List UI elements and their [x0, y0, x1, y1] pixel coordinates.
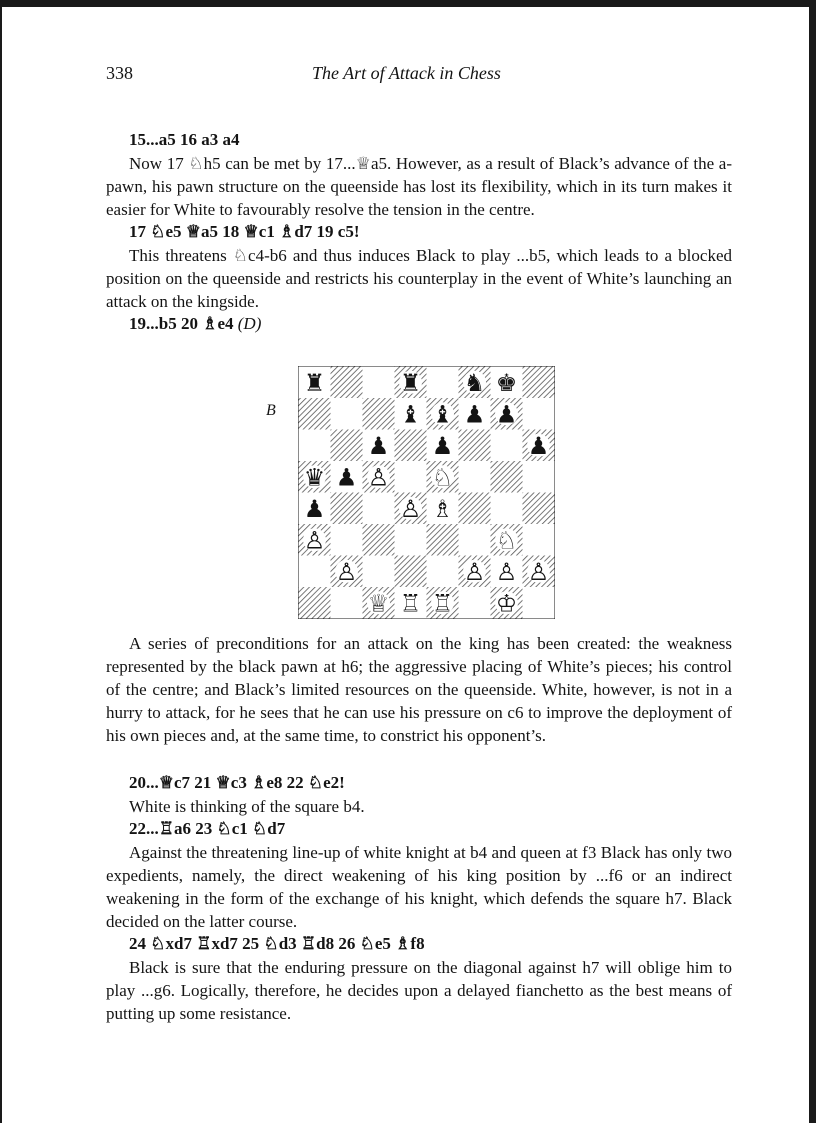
white-pawn-icon: ♙ [335, 557, 358, 586]
light-square [427, 556, 459, 588]
dark-square [363, 524, 395, 556]
dark-square [299, 587, 331, 619]
diagram-marker: (D) [237, 314, 262, 333]
paragraph-4: White is thinking of the square b4. [129, 797, 365, 816]
knight-figurine-icon: ♘ [263, 934, 279, 953]
black-pawn-icon: ♟ [367, 431, 390, 460]
light-square [491, 493, 523, 525]
light-square [459, 461, 491, 493]
light-square [331, 587, 363, 619]
paragraph-5: Against the threatening line-up of white knight at b4 and queen at f3 Black has only two expedients, namely, the direct weakening of his king position by ...f6 or an indirect weakening in the form of the exchange of his knight, which defends the square h7. Black decided on the latter course. [106, 843, 732, 931]
move-line-15: 15...a5 16 a3 a4 [129, 130, 240, 149]
queen-figurine-icon: ♕ [355, 154, 371, 173]
light-square [331, 524, 363, 556]
light-square [363, 556, 395, 588]
light-square [459, 524, 491, 556]
move-line-19: 19...b5 20 ♗e4 (D) [129, 314, 262, 333]
white-knight-icon: ♘ [431, 463, 454, 492]
running-title: The Art of Attack in Chess [312, 63, 501, 83]
white-bishop-icon: ♗ [431, 494, 454, 523]
paragraph-6: Black is sure that the enduring pressure on the diagonal against h7 will oblige him to play ...g6. Logically, therefore, he decides upon a delayed fianchetto as the best means of putting up some resistance. [106, 958, 732, 1023]
black-pawn-icon: ♟ [335, 463, 358, 492]
white-rook-icon: ♖ [399, 589, 422, 618]
black-pawn-icon: ♟ [463, 400, 486, 429]
black-rook-icon: ♜ [303, 368, 326, 397]
knight-figurine-icon: ♘ [188, 154, 204, 173]
move-line-17: 17 ♘e5 ♕a5 18 ♕c1 ♗d7 19 c5! [129, 222, 360, 241]
dark-square [491, 461, 523, 493]
light-square [299, 556, 331, 588]
knight-figurine-icon: ♘ [359, 934, 375, 953]
black-pawn-icon: ♟ [431, 431, 454, 460]
page-top-edge [0, 0, 816, 7]
black-pawn-icon: ♟ [495, 400, 518, 429]
rook-figurine-icon: ♖ [300, 934, 317, 953]
white-pawn-icon: ♙ [399, 494, 422, 523]
light-square [491, 430, 523, 462]
light-square [523, 524, 555, 556]
rook-figurine-icon: ♖ [158, 819, 174, 838]
page-number: 338 [106, 63, 133, 83]
dark-square [395, 556, 427, 588]
bishop-figurine-icon: ♗ [202, 314, 218, 333]
black-bishop-icon: ♝ [399, 400, 422, 429]
light-square [363, 493, 395, 525]
paragraph-1: Now 17 ♘h5 can be met by 17...♕a5. However, as a result of Black’s advance of the a-pawn, his pawn structure on the queenside has lost its flexibility, which in its turn makes it easier for White to favourably resolve the tension in the centre. [106, 154, 732, 219]
light-square [331, 398, 363, 430]
knight-figurine-icon: ♘ [232, 246, 249, 265]
dark-square [331, 430, 363, 462]
knight-figurine-icon: ♘ [150, 934, 166, 953]
light-square [427, 367, 459, 399]
queen-figurine-icon: ♕ [158, 773, 174, 792]
bishop-figurine-icon: ♗ [395, 934, 411, 953]
dark-square [363, 398, 395, 430]
move-line-24: 24 ♘xd7 ♖xd7 25 ♘d3 ♖d8 26 ♘e5 ♗f8 [129, 934, 425, 953]
black-king-icon: ♚ [495, 368, 518, 397]
chess-diagram [298, 366, 555, 619]
white-pawn-icon: ♙ [527, 557, 550, 586]
light-square [299, 430, 331, 462]
black-queen-icon: ♛ [303, 463, 326, 492]
move-line-20: 20...♕c7 21 ♕c3 ♗e8 22 ♘e2! [129, 773, 345, 792]
paragraph-3: A series of preconditions for an attack on the king has been created: the weakness represented by the black pawn at h6; the aggressive placing of White’s pieces; his control of the centre; and Black’s limited resources on the queenside. White, however, is not in a hurry to attack, for he sees that he can use his pressure on c6 to improve the deployment of his own pieces and, at the same time, to constrict his opponent’s. [106, 634, 732, 745]
page-right-edge [809, 0, 816, 1123]
paragraph-2: This threatens ♘c4-b6 and thus induces Black to play ...b5, which leads to a blocked position on the queenside and restricts his counterplay in the event of White’s launching an attack on the kingside. [106, 246, 732, 311]
light-square [363, 367, 395, 399]
bishop-figurine-icon: ♗ [251, 773, 267, 792]
white-pawn-icon: ♙ [495, 557, 518, 586]
dark-square [459, 430, 491, 462]
white-pawn-icon: ♙ [367, 463, 390, 492]
white-knight-icon: ♘ [495, 526, 518, 555]
black-bishop-icon: ♝ [431, 400, 454, 429]
dark-square [299, 398, 331, 430]
dark-square [427, 524, 459, 556]
rook-figurine-icon: ♖ [196, 934, 212, 953]
dark-square [459, 493, 491, 525]
light-square [523, 398, 555, 430]
side-to-move-label: B [266, 402, 276, 419]
black-knight-icon: ♞ [463, 368, 486, 397]
light-square [523, 587, 555, 619]
dark-square [395, 430, 427, 462]
white-king-icon: ♔ [495, 589, 518, 618]
knight-figurine-icon: ♘ [252, 819, 268, 838]
black-rook-icon: ♜ [399, 368, 422, 397]
dark-square [331, 493, 363, 525]
move-line-22: 22...♖a6 23 ♘c1 ♘d7 [129, 819, 286, 838]
page-left-edge [0, 0, 2, 1123]
white-queen-icon: ♕ [367, 589, 390, 618]
white-pawn-icon: ♙ [303, 526, 326, 555]
knight-figurine-icon: ♘ [150, 222, 166, 241]
dark-square [523, 367, 555, 399]
knight-figurine-icon: ♘ [307, 773, 324, 792]
light-square [459, 587, 491, 619]
queen-figurine-icon: ♕ [243, 222, 259, 241]
queen-figurine-icon: ♕ [185, 222, 202, 241]
dark-square [523, 493, 555, 525]
bishop-figurine-icon: ♗ [279, 222, 295, 241]
knight-figurine-icon: ♘ [216, 819, 232, 838]
light-square [395, 524, 427, 556]
black-pawn-icon: ♟ [303, 494, 326, 523]
white-pawn-icon: ♙ [463, 557, 486, 586]
light-square [395, 461, 427, 493]
white-rook-icon: ♖ [431, 589, 454, 618]
black-pawn-icon: ♟ [527, 431, 550, 460]
queen-figurine-icon: ♕ [215, 773, 231, 792]
light-square [523, 461, 555, 493]
dark-square [331, 367, 363, 399]
